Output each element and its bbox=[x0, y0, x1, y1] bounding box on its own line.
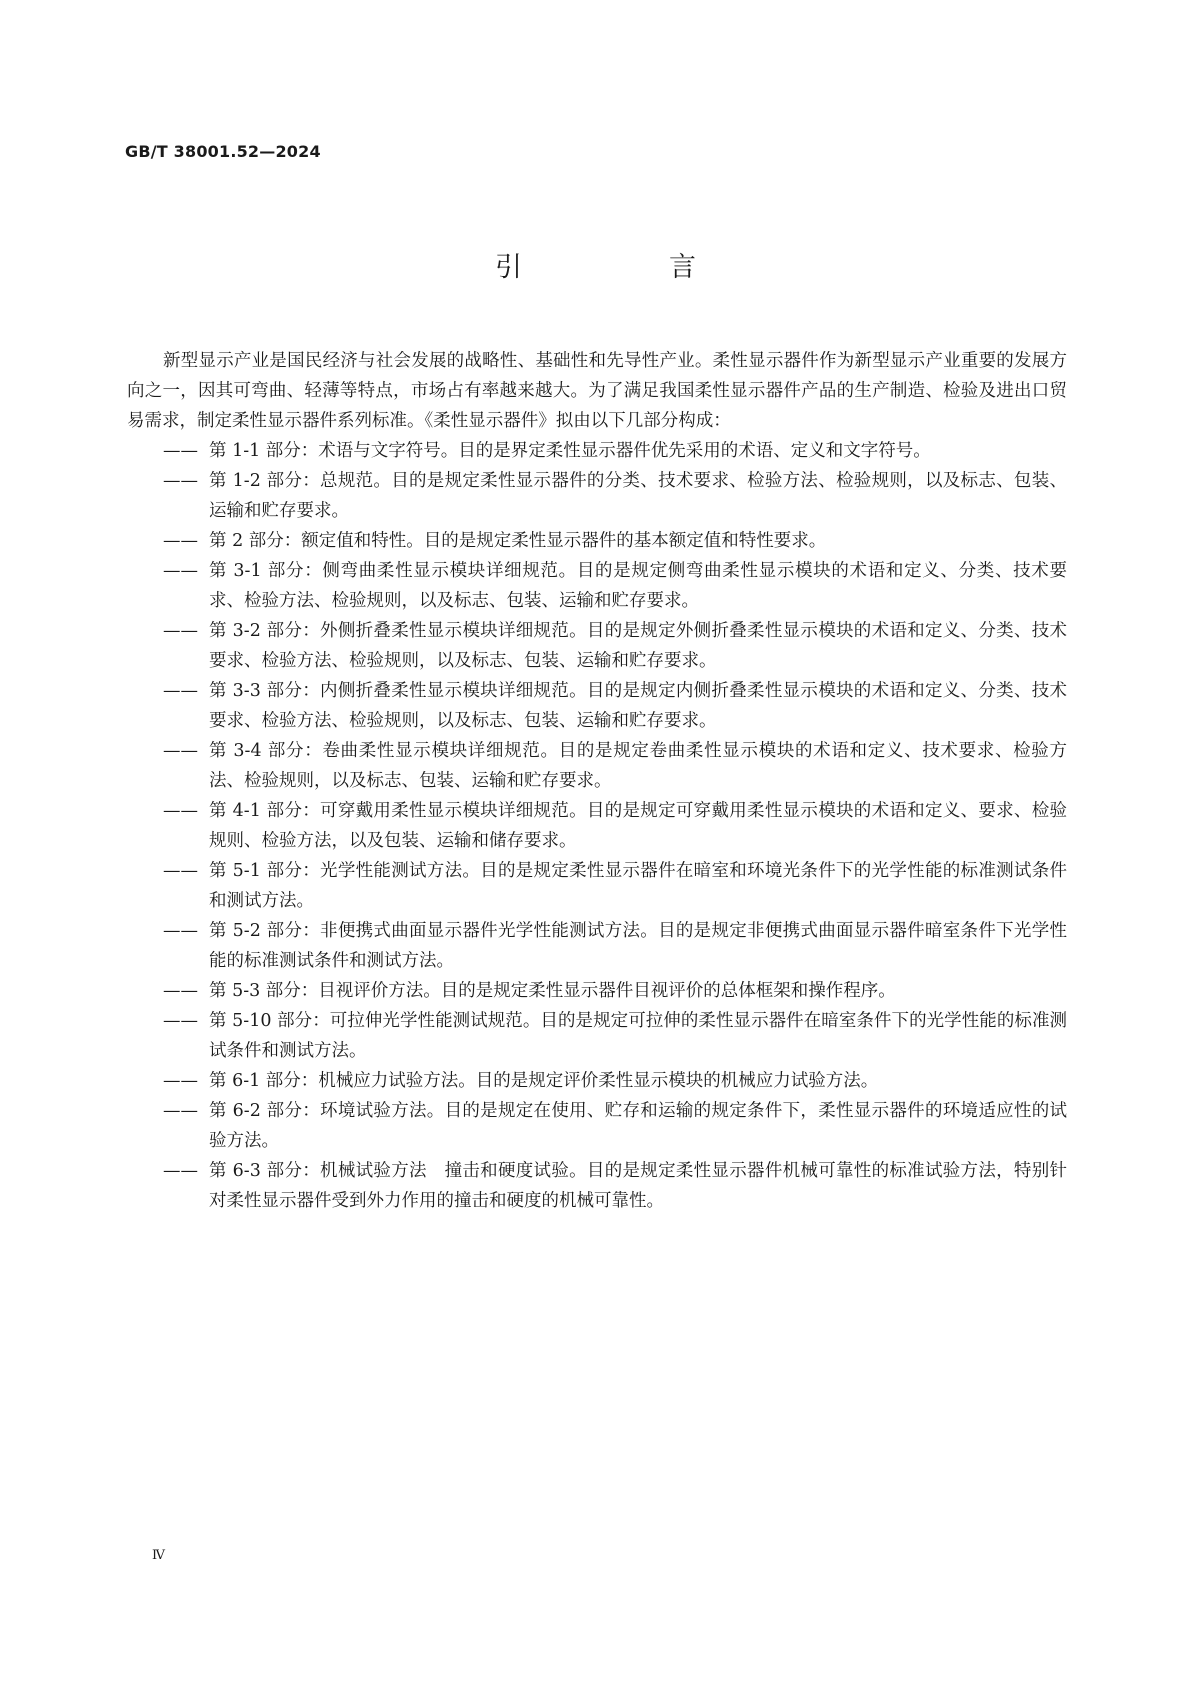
dash-marker: —— bbox=[163, 981, 198, 1001]
list-item bbox=[127, 856, 1067, 916]
dash-marker: —— bbox=[163, 471, 198, 491]
dash-marker: —— bbox=[163, 1071, 198, 1091]
dash-marker: —— bbox=[163, 531, 198, 551]
list-item bbox=[127, 1066, 1067, 1096]
dash-marker: —— bbox=[163, 1101, 198, 1121]
list-item-text: 第 5-2 部分：非便携式曲面显示器件光学性能测试方法。目的是规定非便携式曲面显示器件暗室条件下光学性能的标准测试条件和测试方法。 bbox=[209, 921, 1067, 971]
intro-paragraph: 新型显示产业是国民经济与社会发展的战略性、基础性和先导性产业。柔性显示器件作为新型显示产业重要的发展方向之一，因其可弯曲、轻薄等特点，市场占有率越来越大。为了满足我国柔性显示器件产品的生产制造、检验及进出口贸易需求，制定柔性显示器件系列标准。《柔性显示器件》拟由以下几部分构成： bbox=[127, 351, 1067, 431]
list-item-text: 第 3-1 部分：侧弯曲柔性显示模块详细规范。目的是规定侧弯曲柔性显示模块的术语和定义、分类、技术要求、检验方法、检验规则，以及标志、包装、运输和贮存要求。 bbox=[209, 561, 1067, 611]
dash-marker: —— bbox=[163, 441, 198, 461]
list-item-text: 第 4-1 部分：可穿戴用柔性显示模块详细规范。目的是规定可穿戴用柔性显示模块的术语和定义、要求、检验规则、检验方法，以及包装、运输和储存要求。 bbox=[209, 801, 1067, 851]
list-item bbox=[127, 526, 1067, 556]
dash-marker: —— bbox=[163, 561, 198, 581]
list-item-text: 第 5-10 部分：可拉伸光学性能测试规范。目的是规定可拉伸的柔性显示器件在暗室条件下的光学性能的标准测试条件和测试方法。 bbox=[209, 1011, 1067, 1061]
list-item bbox=[127, 1096, 1067, 1156]
page-number: Ⅳ bbox=[152, 1548, 165, 1563]
list-item-text: 第 2 部分：额定值和特性。目的是规定柔性显示器件的基本额定值和特性要求。 bbox=[209, 531, 827, 551]
dash-marker: —— bbox=[163, 921, 198, 941]
parts-list bbox=[127, 436, 1067, 1216]
list-item-text: 第 3-4 部分：卷曲柔性显示模块详细规范。目的是规定卷曲柔性显示模块的术语和定义、技术要求、检验方法、检验规则，以及标志、包装、运输和贮存要求。 bbox=[209, 741, 1067, 791]
dash-marker: —— bbox=[163, 801, 198, 821]
dash-marker: —— bbox=[163, 621, 198, 641]
dash-marker: —— bbox=[163, 861, 198, 881]
standard-code: GB/T 38001.52—2024 bbox=[125, 142, 321, 161]
list-item-text: 第 3-2 部分：外侧折叠柔性显示模块详细规范。目的是规定外侧折叠柔性显示模块的术语和定义、分类、技术要求、检验方法、检验规则，以及标志、包装、运输和贮存要求。 bbox=[209, 621, 1067, 671]
list-item-text: 第 5-1 部分：光学性能测试方法。目的是规定柔性显示器件在暗室和环境光条件下的光学性能的标准测试条件和测试方法。 bbox=[209, 861, 1067, 911]
list-item bbox=[127, 976, 1067, 1006]
document-body bbox=[127, 346, 1067, 1216]
list-item bbox=[127, 616, 1067, 676]
dash-marker: —— bbox=[163, 741, 198, 761]
list-item bbox=[127, 556, 1067, 616]
dash-marker: —— bbox=[163, 681, 198, 701]
page-title: 引 言 bbox=[495, 252, 756, 283]
list-item bbox=[127, 736, 1067, 796]
list-item-text: 第 3-3 部分：内侧折叠柔性显示模块详细规范。目的是规定内侧折叠柔性显示模块的术语和定义、分类、技术要求、检验方法、检验规则，以及标志、包装、运输和贮存要求。 bbox=[209, 681, 1067, 731]
list-item bbox=[127, 436, 1067, 466]
dash-marker: —— bbox=[163, 1161, 198, 1181]
list-item-text: 第 6-1 部分：机械应力试验方法。目的是规定评价柔性显示模块的机械应力试验方法。 bbox=[209, 1071, 879, 1091]
list-item-text: 第 6-3 部分：机械试验方法 撞击和硬度试验。目的是规定柔性显示器件机械可靠性的标准试验方法，特别针对柔性显示器件受到外力作用的撞击和硬度的机械可靠性。 bbox=[209, 1161, 1067, 1211]
list-item bbox=[127, 676, 1067, 736]
list-item-text: 第 6-2 部分：环境试验方法。目的是规定在使用、贮存和运输的规定条件下，柔性显示器件的环境适应性的试验方法。 bbox=[209, 1101, 1067, 1151]
list-item bbox=[127, 796, 1067, 856]
list-item bbox=[127, 1156, 1067, 1216]
list-item bbox=[127, 1006, 1067, 1066]
list-item-text: 第 1-1 部分：术语与文字符号。目的是界定柔性显示器件优先采用的术语、定义和文字符号。 bbox=[209, 441, 931, 461]
dash-marker: —— bbox=[163, 1011, 198, 1031]
list-item-text: 第 5-3 部分：目视评价方法。目的是规定柔性显示器件目视评价的总体框架和操作程序。 bbox=[209, 981, 896, 1001]
list-item-text: 第 1-2 部分：总规范。目的是规定柔性显示器件的分类、技术要求、检验方法、检验规则，以及标志、包装、运输和贮存要求。 bbox=[209, 471, 1067, 521]
list-item bbox=[127, 466, 1067, 526]
list-item bbox=[127, 916, 1067, 976]
